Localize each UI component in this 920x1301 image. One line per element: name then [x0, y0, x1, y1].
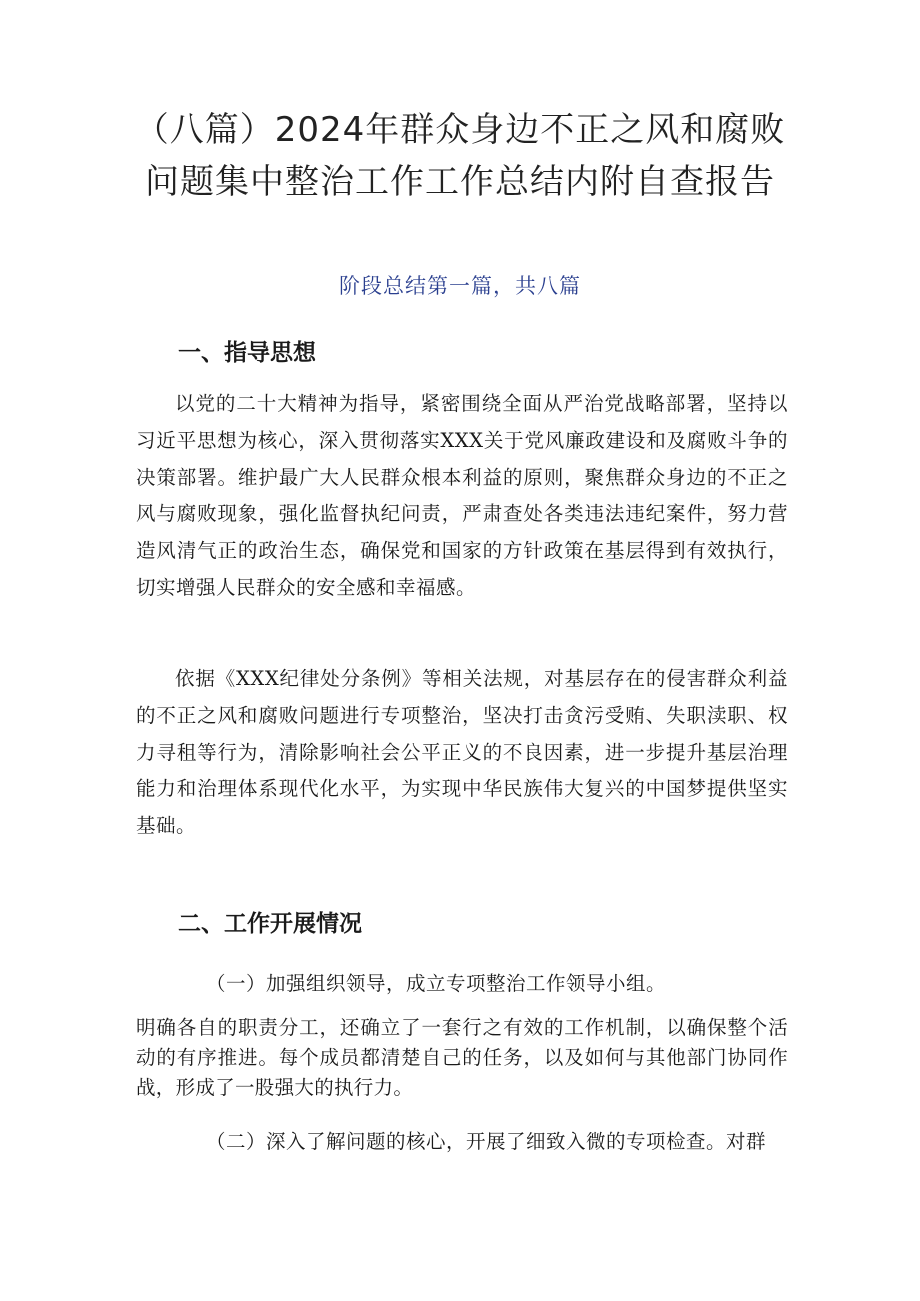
document-subtitle: 阶段总结第一篇，共八篇 [339, 274, 581, 298]
body-paragraph: 依据《XXX纪律处分条例》等相关法规，对基层存在的侵害群众利益的不正之风和腐败问题进行专项整治，坚决打击贪污受贿、失职渎职、权力寻租等行为，清除影响社会公平正义的不良因素，进一步提升基层治理能力和治理体系现代化水平，为实现中华民族伟大复兴的中国梦提供坚实基础。 [136, 667, 788, 838]
document-title: （八篇）2024年群众身边不正之风和腐败问题集中整治工作工作总结内附自查报告 [134, 110, 786, 202]
subsection-item: （一）加强组织领导，成立专项整治工作领导小组。 [206, 972, 667, 995]
body-paragraph: 明确各自的职责分工，还确立了一套行之有效的工作机制，以确保整个活动的有序推进。每个成员都清楚自己的任务，以及如何与其他部门协同作战，形成了一股强大的执行力。 [136, 1016, 788, 1099]
body-paragraph: 以党的二十大精神为指导，紧密围绕全面从严治党战略部署，坚持以习近平思想为核心，深入贯彻落实XXX关于党风廉政建设和及腐败斗争的决策部署。维护最广大人民群众根本利益的原则，聚焦群众身边的不正之风与腐败现象，强化监督执纪问责，严肃查处各类违法违纪案件，努力营造风清气正的政治生态，确保党和国家的方针政策在基层得到有效执行，切实增强人民群众的安全感和幸福感。 [136, 392, 788, 599]
section-heading-guiding-ideology: 一、指导思想 [178, 340, 316, 366]
section-heading-work-progress: 二、工作开展情况 [178, 911, 362, 937]
subsection-item: （二）深入了解问题的核心，开展了细致入微的专项检查。对群 [206, 1130, 767, 1153]
